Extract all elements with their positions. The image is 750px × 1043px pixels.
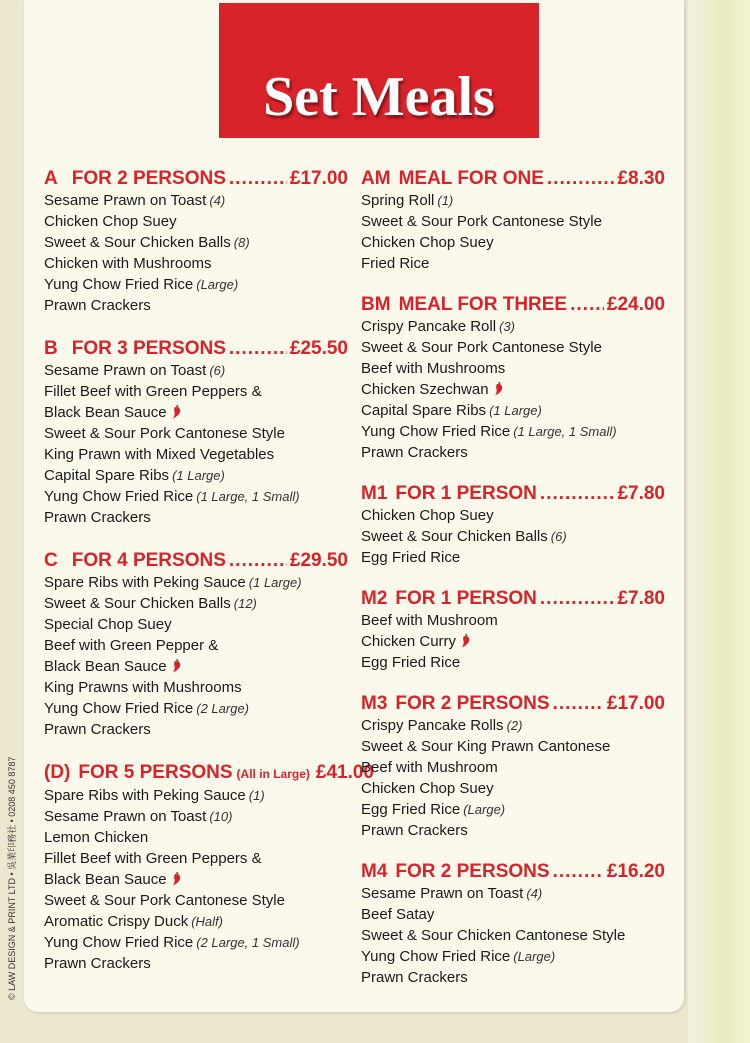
set-meal-right-4	[361, 693, 665, 841]
page-edge	[688, 0, 750, 1043]
menu-item-quantity: (8)	[233, 235, 250, 250]
menu-item-name: Yung Chow Fried Rice	[44, 276, 194, 293]
dot-leader	[229, 550, 287, 572]
set-meal-heading	[361, 588, 665, 610]
menu-item	[44, 593, 348, 614]
menu-item-name: Sweet & Sour Pork Cantonese Style	[44, 425, 285, 442]
dot-leader	[540, 588, 615, 610]
menu-item	[44, 572, 348, 593]
menu-item	[361, 232, 665, 253]
dot-leader	[553, 861, 604, 883]
menu-item	[361, 904, 665, 925]
menu-item-name: Sweet & Sour Pork Cantonese Style	[361, 339, 602, 356]
set-meal-left-0	[44, 168, 348, 316]
menu-item	[44, 932, 348, 953]
menu-item-name: Fried Rice	[361, 255, 430, 272]
chili-pepper-icon	[171, 871, 182, 886]
set-meal-note: (All in Large)	[236, 767, 310, 781]
set-meal-title: MEAL FOR THREE	[398, 294, 568, 315]
menu-item-name: Beef with Mushroom	[361, 759, 498, 776]
menu-item	[44, 869, 348, 890]
set-meal-title: FOR 1 PERSON	[395, 483, 537, 504]
set-meal-code: BM	[361, 294, 391, 315]
menu-item	[44, 827, 348, 848]
menu-item-name: Egg Fried Rice	[361, 549, 461, 566]
menu-item	[361, 736, 665, 757]
menu-item	[44, 381, 348, 402]
menu-item-name: Spare Ribs with Peking Sauce	[44, 787, 246, 804]
set-meal-price: £17.00	[606, 693, 665, 714]
set-meal-code: AM	[361, 168, 391, 189]
menu-item-quantity: (1)	[248, 788, 265, 803]
chili-pepper-icon	[460, 633, 471, 648]
menu-item-name: Sweet & Sour King Prawn Cantonese	[361, 738, 611, 755]
set-meal-heading	[44, 762, 375, 785]
menu-item-name: Yung Chow Fried Rice	[361, 948, 511, 965]
menu-item	[44, 423, 348, 444]
set-meal-title: FOR 5 PERSONS	[78, 762, 233, 783]
menu-item-name: Crispy Pancake Rolls	[361, 717, 504, 734]
menu-item	[361, 547, 665, 568]
menu-item-name: Prawn Crackers	[361, 969, 468, 986]
menu-item	[361, 190, 665, 211]
menu-item	[361, 925, 665, 946]
menu-item-name: Prawn Crackers	[361, 444, 468, 461]
menu-item-quantity: (1 Large, 1 Small)	[196, 489, 300, 504]
menu-item-name: Capital Spare Ribs	[44, 467, 170, 484]
menu-item-name: Beef with Green Pepper &	[44, 637, 219, 654]
menu-item-quantity: (12)	[233, 596, 257, 611]
menu-item-name: Yung Chow Fried Rice	[44, 700, 194, 717]
chili-pepper-icon	[171, 658, 182, 673]
menu-item-quantity: (Large)	[463, 802, 506, 817]
menu-item-name: Sweet & Sour Chicken Balls	[44, 234, 231, 251]
dot-leader	[540, 483, 615, 505]
menu-item	[361, 253, 665, 274]
menu-item	[361, 505, 665, 526]
menu-item	[361, 400, 665, 421]
menu-item	[361, 652, 665, 673]
set-meal-price: £17.00	[289, 168, 348, 189]
menu-item-name: Chicken Szechwan	[361, 381, 489, 398]
set-meal-code: M1	[361, 483, 388, 504]
menu-item	[361, 610, 665, 631]
menu-item-quantity: (2)	[506, 718, 523, 733]
menu-item-name: Sesame Prawn on Toast	[44, 808, 207, 825]
menu-item	[361, 337, 665, 358]
set-meal-price: £24.00	[606, 294, 665, 315]
set-meal-right-1	[361, 294, 665, 463]
menu-item	[44, 911, 348, 932]
set-meal-title: FOR 1 PERSON	[395, 588, 537, 609]
dot-leader	[229, 168, 287, 190]
menu-item	[361, 883, 665, 904]
menu-item-quantity: (Large)	[513, 949, 556, 964]
menu-item	[44, 890, 348, 911]
menu-item-name: Chicken with Mushrooms	[44, 255, 212, 272]
menu-item-name: Sweet & Sour Pork Cantonese Style	[44, 892, 285, 909]
menu-item-name: Sesame Prawn on Toast	[44, 192, 207, 209]
set-meal-heading	[361, 693, 665, 715]
menu-item	[361, 946, 665, 967]
menu-item	[361, 421, 665, 442]
set-meal-code: C	[44, 550, 58, 571]
set-meal-title: FOR 3 PERSONS	[71, 338, 226, 359]
menu-item	[44, 211, 348, 232]
menu-item	[44, 656, 348, 677]
menu-item	[44, 719, 348, 740]
menu-item	[44, 698, 348, 719]
chili-pepper-icon	[171, 404, 182, 419]
set-meal-title: FOR 2 PERSONS	[395, 861, 550, 882]
menu-item-name: Chicken Chop Suey	[44, 213, 177, 230]
menu-item-name: King Prawn with Mixed Vegetables	[44, 446, 275, 463]
set-meal-heading	[361, 483, 665, 505]
set-meal-code: (D)	[44, 762, 71, 783]
menu-item	[361, 442, 665, 463]
title-banner	[219, 3, 539, 138]
menu-item	[361, 820, 665, 841]
menu-item-name: Prawn Crackers	[44, 721, 151, 738]
dot-leader	[547, 168, 615, 190]
menu-item	[44, 785, 348, 806]
menu-item-quantity: (6)	[550, 529, 567, 544]
menu-item	[44, 295, 348, 316]
menu-item	[44, 360, 348, 381]
menu-item-name: Special Chop Suey	[44, 616, 172, 633]
menu-item-name: Chicken Chop Suey	[361, 780, 494, 797]
menu-item	[44, 507, 348, 528]
menu-item-quantity: (1 Large)	[172, 468, 225, 483]
menu-item-name: Prawn Crackers	[44, 955, 151, 972]
set-meal-code: A	[44, 168, 58, 189]
menu-item-quantity: (10)	[209, 809, 233, 824]
set-meal-title: MEAL FOR ONE	[398, 168, 544, 189]
set-meal-code: M3	[361, 693, 388, 714]
menu-item-quantity: (2 Large, 1 Small)	[196, 935, 300, 950]
menu-item-name: Fillet Beef with Green Peppers &	[44, 850, 262, 867]
menu-item	[361, 799, 665, 820]
set-meal-title: FOR 2 PERSONS	[395, 693, 550, 714]
menu-item-name: Capital Spare Ribs	[361, 402, 487, 419]
menu-item-name: Chicken Chop Suey	[361, 507, 494, 524]
menu-item-name: King Prawns with Mushrooms	[44, 679, 242, 696]
dot-leader	[553, 693, 604, 715]
menu-item-quantity: (1 Large)	[248, 575, 302, 590]
menu-item	[44, 444, 348, 465]
set-meal-price: £29.50	[289, 550, 348, 571]
set-meal-heading	[44, 550, 348, 572]
dot-leader	[229, 338, 287, 360]
menu-item-name: Egg Fried Rice	[361, 654, 461, 671]
menu-item-name: Sweet & Sour Chicken Balls	[44, 595, 231, 612]
set-meal-heading	[361, 294, 665, 316]
menu-item	[44, 465, 348, 486]
set-meal-price: £7.80	[617, 588, 665, 609]
menu-item	[44, 614, 348, 635]
menu-item-name: Prawn Crackers	[44, 297, 151, 314]
menu-item	[361, 757, 665, 778]
set-meal-code: B	[44, 338, 58, 359]
menu-item-name: Black Bean Sauce	[44, 871, 167, 888]
menu-item	[361, 358, 665, 379]
menu-item	[361, 715, 665, 736]
set-meal-title: FOR 4 PERSONS	[71, 550, 226, 571]
menu-item-quantity: (1 Large, 1 Small)	[513, 424, 617, 439]
menu-item-name: Lemon Chicken	[44, 829, 149, 846]
menu-item	[44, 953, 348, 974]
set-meal-title: FOR 2 PERSONS	[71, 168, 226, 189]
page-title: Set Meals	[263, 66, 495, 128]
menu-item	[44, 402, 348, 423]
menu-item-name: Spare Ribs with Peking Sauce	[44, 574, 246, 591]
set-meal-price: £7.80	[617, 483, 665, 504]
menu-item	[44, 806, 348, 827]
menu-item-quantity: (4)	[526, 886, 543, 901]
menu-item-name: Yung Chow Fried Rice	[361, 423, 511, 440]
menu-item	[44, 848, 348, 869]
menu-item-name: Beef with Mushroom	[361, 612, 498, 629]
menu-item-quantity: (1)	[437, 193, 454, 208]
menu-item-name: Fillet Beef with Green Peppers &	[44, 383, 262, 400]
menu-item-name: Aromatic Crispy Duck	[44, 913, 189, 930]
set-meal-right-2	[361, 483, 665, 568]
menu-item-name: Black Bean Sauce	[44, 404, 167, 421]
menu-item-name: Crispy Pancake Roll	[361, 318, 497, 335]
menu-item-quantity: (2 Large)	[196, 701, 249, 716]
set-meal-heading	[361, 861, 665, 883]
menu-item-name: Prawn Crackers	[44, 509, 151, 526]
menu-item-quantity: (Half)	[191, 914, 223, 929]
menu-item	[44, 253, 348, 274]
menu-item	[361, 316, 665, 337]
printer-credit: © LAW DESIGN & PRINT LTD • 吳業印務社 • 0208 450 8787	[7, 756, 17, 1000]
menu-item	[361, 631, 665, 652]
set-meal-left-2	[44, 550, 348, 740]
menu-item-name: Beef Satay	[361, 906, 435, 923]
menu-item-name: Egg Fried Rice	[361, 801, 461, 818]
set-meal-heading	[44, 168, 348, 190]
menu-item-name: Yung Chow Fried Rice	[44, 934, 194, 951]
menu-item	[361, 526, 665, 547]
menu-item-name: Sesame Prawn on Toast	[361, 885, 524, 902]
menu-item	[361, 967, 665, 988]
menu-item-name: Chicken Chop Suey	[361, 234, 494, 251]
set-meal-heading	[361, 168, 665, 190]
menu-item-quantity: (1 Large)	[489, 403, 542, 418]
set-meal-price: £25.50	[289, 338, 348, 359]
menu-item	[361, 211, 665, 232]
chili-pepper-icon	[493, 381, 504, 396]
dot-leader	[570, 294, 604, 316]
set-meal-left-1	[44, 338, 348, 528]
set-meal-right-5	[361, 861, 665, 988]
menu-item-name: Sweet & Sour Chicken Cantonese Style	[361, 927, 626, 944]
set-meal-right-3	[361, 588, 665, 673]
set-meal-price: £8.30	[617, 168, 665, 189]
menu-item-name: Sweet & Sour Chicken Balls	[361, 528, 548, 545]
menu-item-name: Yung Chow Fried Rice	[44, 488, 194, 505]
set-meal-code: M2	[361, 588, 388, 609]
menu-item	[361, 379, 665, 400]
menu-item	[44, 274, 348, 295]
menu-item-name: Chicken Curry	[361, 633, 457, 650]
set-meal-price: £41.00	[315, 762, 375, 783]
menu-item-name: Sesame Prawn on Toast	[44, 362, 207, 379]
menu-item-quantity: (4)	[209, 193, 226, 208]
menu-item-name: Sweet & Sour Pork Cantonese Style	[361, 213, 602, 230]
menu-item-quantity: (Large)	[196, 277, 239, 292]
right-column	[361, 168, 665, 1008]
set-meal-right-0	[361, 168, 665, 274]
menu-item	[44, 486, 348, 507]
menu-item	[44, 190, 348, 211]
menu-item	[44, 635, 348, 656]
menu-item-name: Spring Roll	[361, 192, 435, 209]
set-meal-code: M4	[361, 861, 388, 882]
menu-item	[44, 232, 348, 253]
menu-item-quantity: (3)	[499, 319, 515, 334]
menu-item	[44, 677, 348, 698]
menu-item-name: Prawn Crackers	[361, 822, 468, 839]
menu-item-name: Beef with Mushrooms	[361, 360, 506, 377]
menu-item-name: Black Bean Sauce	[44, 658, 167, 675]
set-meal-heading	[44, 338, 348, 360]
set-meal-price: £16.20	[606, 861, 665, 882]
menu-item-quantity: (6)	[209, 363, 226, 378]
menu-item	[361, 778, 665, 799]
